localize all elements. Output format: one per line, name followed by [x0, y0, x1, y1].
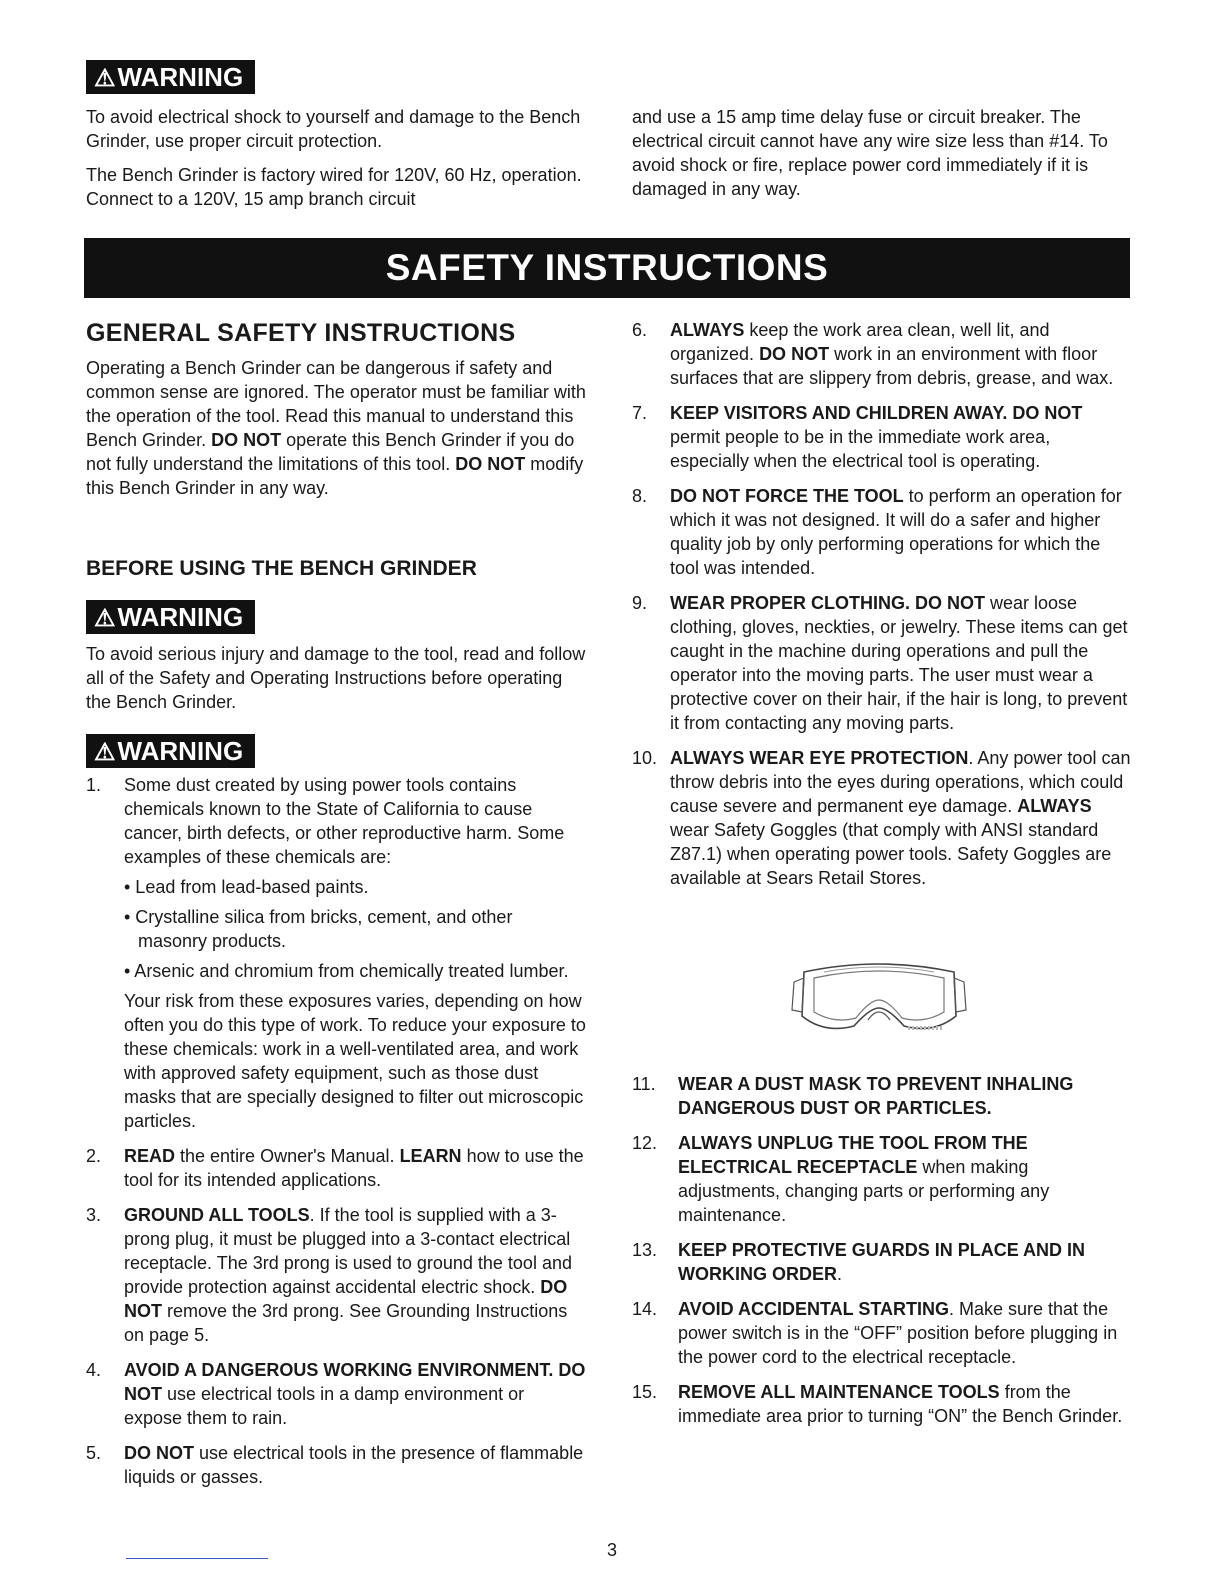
before-warning-text: To avoid serious injury and damage to the tool, read and follow all of the Safety and Operating Instructions before operating the Bench Grinder. [86, 644, 586, 712]
list-item-8: 8. DO NOT FORCE THE TOOL to perform an operation for which it was not designed. It will do a safer and higher quality job by only performing operations for which the tool was intended. [632, 486, 1122, 578]
bullet-1: • Lead from lead-based paints. [124, 877, 369, 897]
list-item-15: 15. REMOVE ALL MAINTENANCE TOOLS from the immediate area prior to turning “ON” the Bench Grinder. [632, 1382, 1123, 1426]
list-item-11: 11. WEAR A DUST MASK TO PREVENT INHALING DANGEROUS DUST OR PARTICLES. [632, 1074, 1074, 1118]
page-number: 3 [606, 1540, 617, 1560]
list-item-4: 4. AVOID A DANGEROUS WORKING ENVIRONMENT. DO NOT use electrical tools in a damp environment or expose them to rain. [86, 1360, 586, 1428]
top-warning-right [632, 105, 1112, 201]
before-warning-badge: ⚠WARNING [86, 600, 586, 634]
warning-triangle-icon: ⚠ [94, 739, 116, 766]
right-column [632, 318, 1132, 901]
chemical-warning-badge: ⚠WARNING [86, 734, 586, 768]
list-item-14: 14. AVOID ACCIDENTAL STARTING. Make sure that the power switch is in the “OFF” position before plugging in the power cord to the electrical receptacle. [632, 1299, 1118, 1367]
list-item-10: 10. ALWAYS WEAR EYE PROTECTION. Any power tool can throw debris into the eyes during operations, which could cause severe and permanent eye damage. ALWAYS wear Safety Goggles (that comply with ANSI standard Z87.1) when operating power tools. Safety Goggles are available at Sears Retail Stores. [632, 748, 1131, 888]
item-1-tail: Your risk from these exposures varies, depending on how often you do this type of work. To reduce your exposure to these chemicals: work in a well-ventilated area, and work with approved safety equipment, such as those dust masks that are specially designed to filter out microscopic particles. [124, 991, 586, 1131]
list-item-12: 12. ALWAYS UNPLUG THE TOOL FROM THE ELECTRICAL RECEPTACLE when making adjustments, changing parts or performing any maintenance. [632, 1133, 1050, 1225]
list-item-7: 7. KEEP VISITORS AND CHILDREN AWAY. DO NOT permit people to be in the immediate work area, especially when the electrical tool is operating. [632, 403, 1083, 471]
top-warning-text-2: The Bench Grinder is factory wired for 120V, 60 Hz, operation. Connect to a 120V, 15 amp branch circuit [86, 165, 582, 209]
list-item-5: 5. DO NOT use electrical tools in the presence of flammable liquids or gasses. [86, 1443, 584, 1487]
safety-goggles-icon [784, 958, 974, 1042]
top-warning-text-1: To avoid electrical shock to yourself and damage to the Bench Grinder, use proper circuit protection. [86, 107, 581, 151]
section-banner: SAFETY INSTRUCTIONS [84, 238, 1130, 298]
list-item-9: 9. WEAR PROPER CLOTHING. DO NOT wear loose clothing, gloves, neckties, or jewelry. These items can get caught in the machine during operations and pull the operator into the moving parts. The user must wear a protective cover on their hair, if the hair is long, to prevent it from contacting any moving parts. [632, 593, 1128, 733]
warning-triangle-icon: ⚠ [94, 605, 116, 632]
general-heading: GENERAL SAFETY INSTRUCTIONS [86, 319, 516, 347]
top-warning-badge [86, 60, 255, 94]
footer-rule [126, 1558, 268, 1559]
top-warning-text-3: and use a 15 amp time delay fuse or circuit breaker. The electrical circuit cannot have any wire size less than #14. To avoid shock or fire, replace power cord immediately if it is damaged in any way. [632, 107, 1108, 199]
list-item-2: 2. READ the entire Owner's Manual. LEARN how to use the tool for its intended applications. [86, 1146, 584, 1190]
left-column [86, 318, 586, 1500]
general-paragraph: Operating a Bench Grinder can be dangerous if safety and common sense are ignored. The operator must be familiar with the operation of the tool. Read this manual to understand this Bench Grinder. DO NOT operate this Bench Grinder if you do not fully understand the limitations of this tool. DO NOT modify this Bench Grinder in any way. [86, 358, 586, 498]
list-item-13: 13. KEEP PROTECTIVE GUARDS IN PLACE AND IN WORKING ORDER. [632, 1240, 1086, 1284]
list-item-1: 1. Some dust created by using power tools contains chemicals known to the State of California to cause cancer, birth defects, or other reproductive harm. Some examples of these chemicals are: • Lead from lead-based paints. • Crystalline silica from bricks, cement, and other masonry products. • Arsenic and chromium from chemically treated lumber. Your risk from these exposures varies, depending on how often you do this type of work. To reduce your exposure to these chemicals: work in a well-ventilated area, and work with approved safety equipment, such as those dust masks that are specially designed to filter out microscopic particles. [86, 775, 586, 1131]
bullet-3: • Arsenic and chromium from chemically treated lumber. [124, 961, 569, 981]
before-heading: BEFORE USING THE BENCH GRINDER [86, 557, 477, 580]
warning-label: WARNING [117, 62, 244, 92]
list-item-6: 6. ALWAYS keep the work area clean, well lit, and organized. DO NOT work in an environment with floor surfaces that are slippery from debris, grease, and wax. [632, 320, 1114, 388]
warning-triangle-icon: ⚠ [94, 65, 116, 92]
list-item-3: 3. GROUND ALL TOOLS. If the tool is supplied with a 3-prong plug, it must be plugged into a 3-contact electrical receptacle. The 3rd prong is used to ground the tool and provide protection against accidental electric shock. DO NOT remove the 3rd prong. See Grounding Instructions on page 5. [86, 1205, 572, 1345]
bullet-2: • Crystalline silica from bricks, cement, and other masonry products. [124, 907, 513, 951]
top-warning-left [86, 105, 586, 211]
right-column-lower [632, 1072, 1132, 1439]
